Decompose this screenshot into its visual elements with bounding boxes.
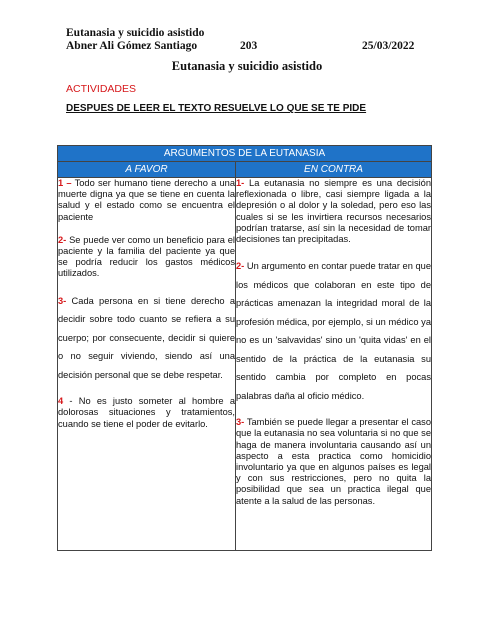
contra-column <box>236 178 432 551</box>
favor-argument: 3- Cada persona en si tiene derecho a decidir sobre todo cuanto se refiera a su cuerpo; por consecuente, decidir si quiere o no seguir viviendo, siendo así una decisión personal que se debe respetar. <box>58 295 235 380</box>
contra-argument: 3- También se puede llegar a presentar el caso que la eutanasia no sea voluntaria si no que se haga de manera involuntaria causando así un aspecto a esta practica como homicidio involuntario ya que en algunos países es legal y con sus restricciones, pero no quita la posibilidad que sea un practica ilegal que atente a la salud de las personas. <box>236 417 431 506</box>
contra-argument: 2- Un argumento en contar puede tratar en que los médicos que colaboran en este tipo de prácticas amenazan la integridad moral de la profesión médica, por ejemplo, si un médico ya no es un 'salvavidas' sino un 'quita vidas' en el sentido de la práctica de la eutanasia su sentido cambia por completo en pocas palabras daña al oficio médico. <box>236 261 431 401</box>
section-label: ACTIVIDADES <box>66 83 137 95</box>
favor-column <box>58 178 236 551</box>
header-title-line: Eutanasia y suicidio asistido <box>66 27 205 39</box>
header-date: 25/03/2022 <box>362 40 415 52</box>
favor-argument: 4 - No es justo someter al hombre a dolorosas situaciones y tratamientos, cuando se tiene el poder de evitarlo. <box>58 396 235 429</box>
column-header-favor: A FAVOR <box>58 162 236 178</box>
header-author: Abner Ali Gómez Santiago <box>66 40 198 52</box>
instruction-text: DESPUES DE LEER EL TEXTO RESUELVE LO QUE SE TE PIDE <box>66 103 367 114</box>
table-title: ARGUMENTOS DE LA EUTANASIA <box>58 146 432 162</box>
column-header-contra: EN CONTRA <box>236 162 432 178</box>
arguments-table <box>57 145 432 551</box>
favor-argument: 2- Se puede ver como un beneficio para el paciente y la familia del paciente ya que se podría reducir los gastos médicos utilizados. <box>58 234 235 279</box>
document-title: Eutanasia y suicidio asistido <box>171 59 323 73</box>
contra-argument: 1- La eutanasia no siempre es una decisión reflexionada o libre, casi siempre ligada a la depresión o al dolor y la soledad, pero eso las cuales si se les invirtiera recursos necesarios podrían tratarse, así sin la necesidad de tomar decisiones tan precipitadas. <box>236 178 431 245</box>
favor-argument: 1 – Todo ser humano tiene derecho a una muerte digna ya que se tiene en cuenta la salud y el estado como se encuentra el paciente <box>58 178 235 222</box>
header-number: 203 <box>240 40 258 52</box>
